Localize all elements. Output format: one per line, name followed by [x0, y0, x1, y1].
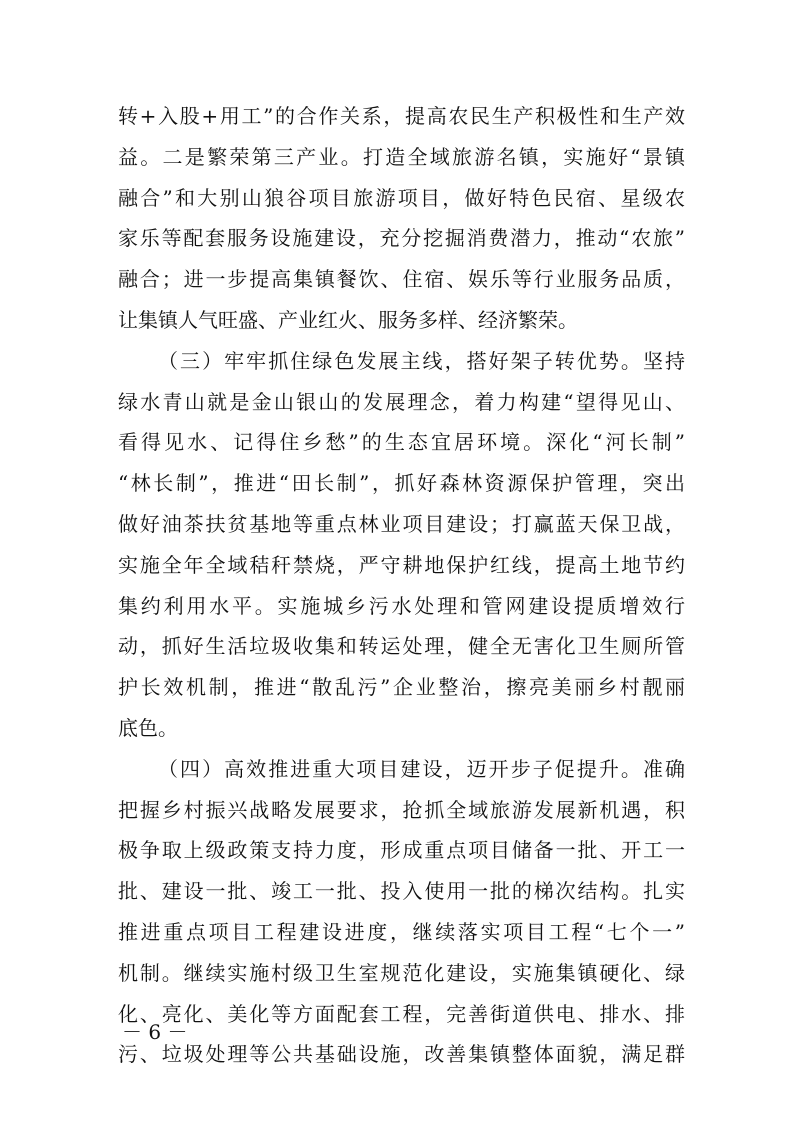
text-line: 护长效机制，推进“散乱污”企业整治，擦亮美丽乡村靓丽	[118, 675, 685, 700]
text-line: 绿水青山就是金山银山的发展理念，着力构建“望得见山、	[118, 389, 685, 414]
text-line: 集约利用水平。实施城乡污水处理和管网建设提质增效行	[118, 593, 685, 618]
text-line: 极争取上级政策支持力度，形成重点项目储备一批、开工一	[118, 838, 685, 863]
page-number: － 6 －	[122, 1020, 188, 1044]
text-line: 批、建设一批、竣工一批、投入使用一批的梯次结构。扎实	[118, 879, 685, 904]
paragraph-1	[118, 96, 685, 341]
text-line: （四）高效推进重大项目建设，迈开步子促提升。准确	[158, 756, 685, 781]
text-line: 机制。继续实施村级卫生室规范化建设，实施集镇硬化、绿	[118, 960, 685, 985]
text-line: 污、垃圾处理等公共基础设施，改善集镇整体面貌，满足群	[118, 1042, 685, 1067]
text-line: 做好油茶扶贫基地等重点林业项目建设；打赢蓝天保卫战，	[118, 511, 685, 536]
text-line: 融合；进一步提高集镇餐饮、住宿、娱乐等行业服务品质，	[118, 267, 685, 292]
text-line: 把握乡村振兴战略发展要求，抢抓全域旅游发展新机遇，积	[118, 797, 685, 822]
text-line: 实施全年全域秸秆禁烧，严守耕地保护红线，提高土地节约	[118, 552, 685, 577]
text-line: “林长制”，推进“田长制”，抓好森林资源保护管理，突出	[118, 471, 685, 496]
text-line: 推进重点项目工程建设进度，继续落实项目工程“七个一”	[118, 919, 685, 944]
text-line: 家乐等配套服务设施建设，充分挖掘消费潜力，推动“农旅”	[118, 226, 685, 251]
text-line: 融合”和大别山狼谷项目旅游项目，做好特色民宿、星级农	[118, 185, 685, 210]
text-line: 益。二是繁荣第三产业。打造全域旅游名镇，实施好“景镇	[118, 144, 685, 169]
text-line: 化、亮化、美化等方面配套工程，完善街道供电、排水、排	[118, 1001, 685, 1026]
text-line: 转+入股+用工”的合作关系，提高农民生产积极性和生产效	[118, 104, 685, 128]
paragraph-3	[118, 749, 685, 1075]
text-line: 底色。	[118, 715, 178, 740]
text-line: 动，抓好生活垃圾收集和转运处理，健全无害化卫生厕所管	[118, 634, 685, 659]
document-body	[118, 96, 685, 1075]
paragraph-2	[118, 341, 685, 749]
text-line: 看得见水、记得住乡愁”的生态宜居环境。深化“河长制”	[118, 430, 685, 455]
text-line: 让集镇人气旺盛、产业红火、服务多样、经济繁荣。	[118, 307, 578, 332]
text-line: （三）牢牢抓住绿色发展主线，搭好架子转优势。坚持	[158, 348, 685, 373]
